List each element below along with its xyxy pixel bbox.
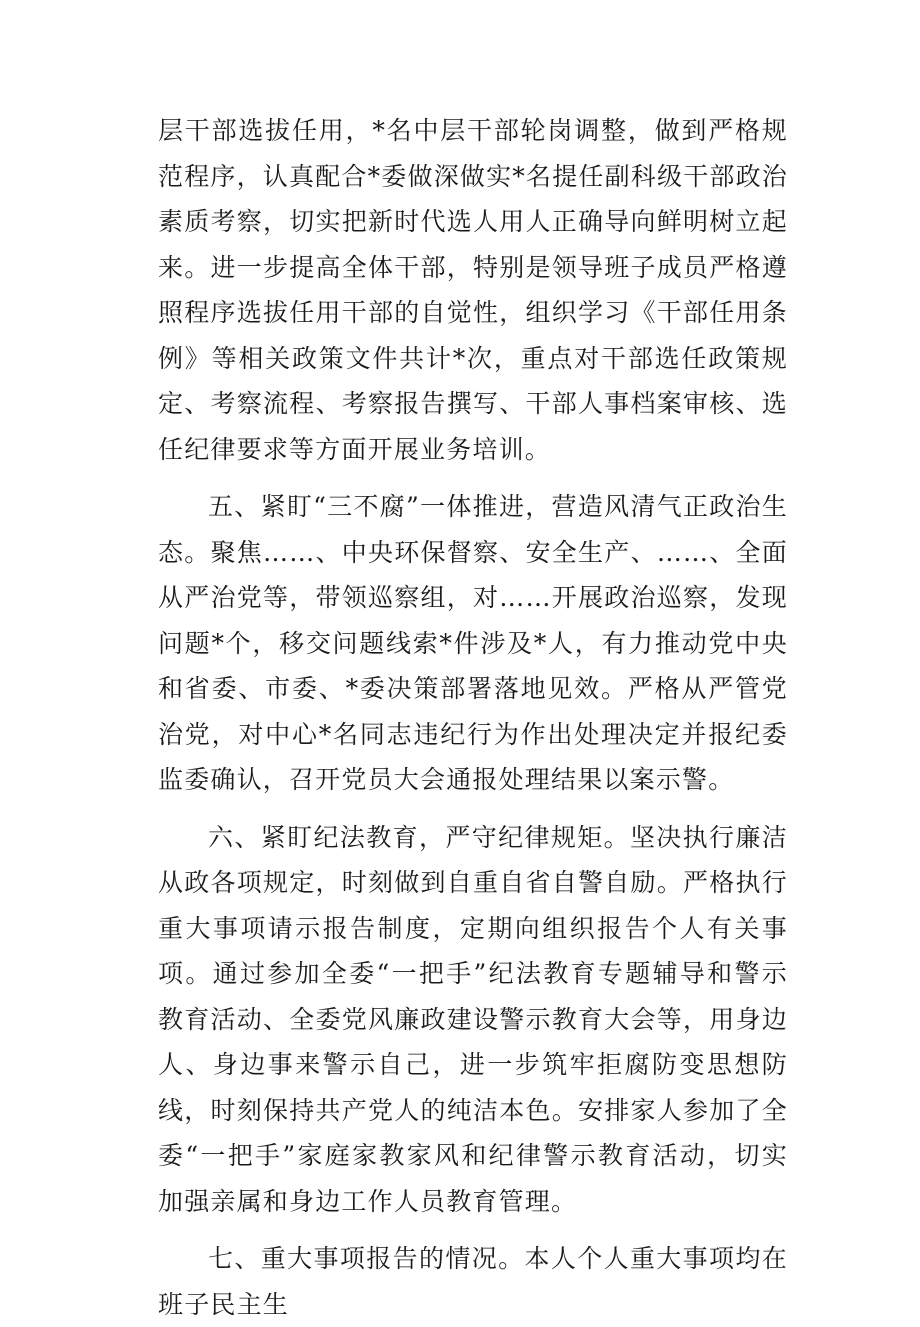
document-body <box>158 108 788 1327</box>
paragraph-continuation: 层干部选拔任用，*名中层干部轮岗调整，做到严格规范程序，认真配合*委做深做实*名提任副科级干部政治素质考察，切实把新时代选人用人正确导向鲜明树立起来。进一步提高全体干部，特别是领导班子成员严格遵照程序选拔任用干部的自觉性，组织学习《干部任用条例》等相关政策文件共计*次，重点对干部选任政策规定、考察流程、考察报告撰写、干部人事档案审核、选任纪律要求等方面开展业务培训。 <box>158 116 789 464</box>
paragraph-section-seven: 七、重大事项报告的情况。本人个人重大事项均在班子民主生 <box>158 1244 788 1319</box>
paragraph-section-six: 六、紧盯纪法教育，严守纪律规矩。坚决执行廉洁从政各项规定，时刻做到自重自省自警自励。严格执行重大事项请示报告制度，定期向组织报告个人有关事项。通过参加全委“一把手”纪法教育专题辅导和警示教育活动、全委党风廉政建设警示教育大会等，用身边人、身边事来警示自己，进一步筑牢拒腐防变思想防线，时刻保持共产党人的纯洁本色。安排家人参加了全委“一把手”家庭家教家风和纪律警示教育活动，切实加强亲属和身边工作人员教育管理。 <box>158 822 788 1216</box>
paragraph-section-five: 五、紧盯“三不腐”一体推进，营造风清气正政治生态。聚焦……、中央环保督察、安全生产、……、全面从严治党等，带领巡察组，对……开展政治巡察，发现问题*个，移交问题线索*件涉及*人，有力推动党中央和省委、市委、*委决策部署落地见效。严格从严管党治党，对中心*名同志违纪行为作出处理决定并报纪委监委确认，召开党员大会通报处理结果以案示警。 <box>158 492 788 794</box>
